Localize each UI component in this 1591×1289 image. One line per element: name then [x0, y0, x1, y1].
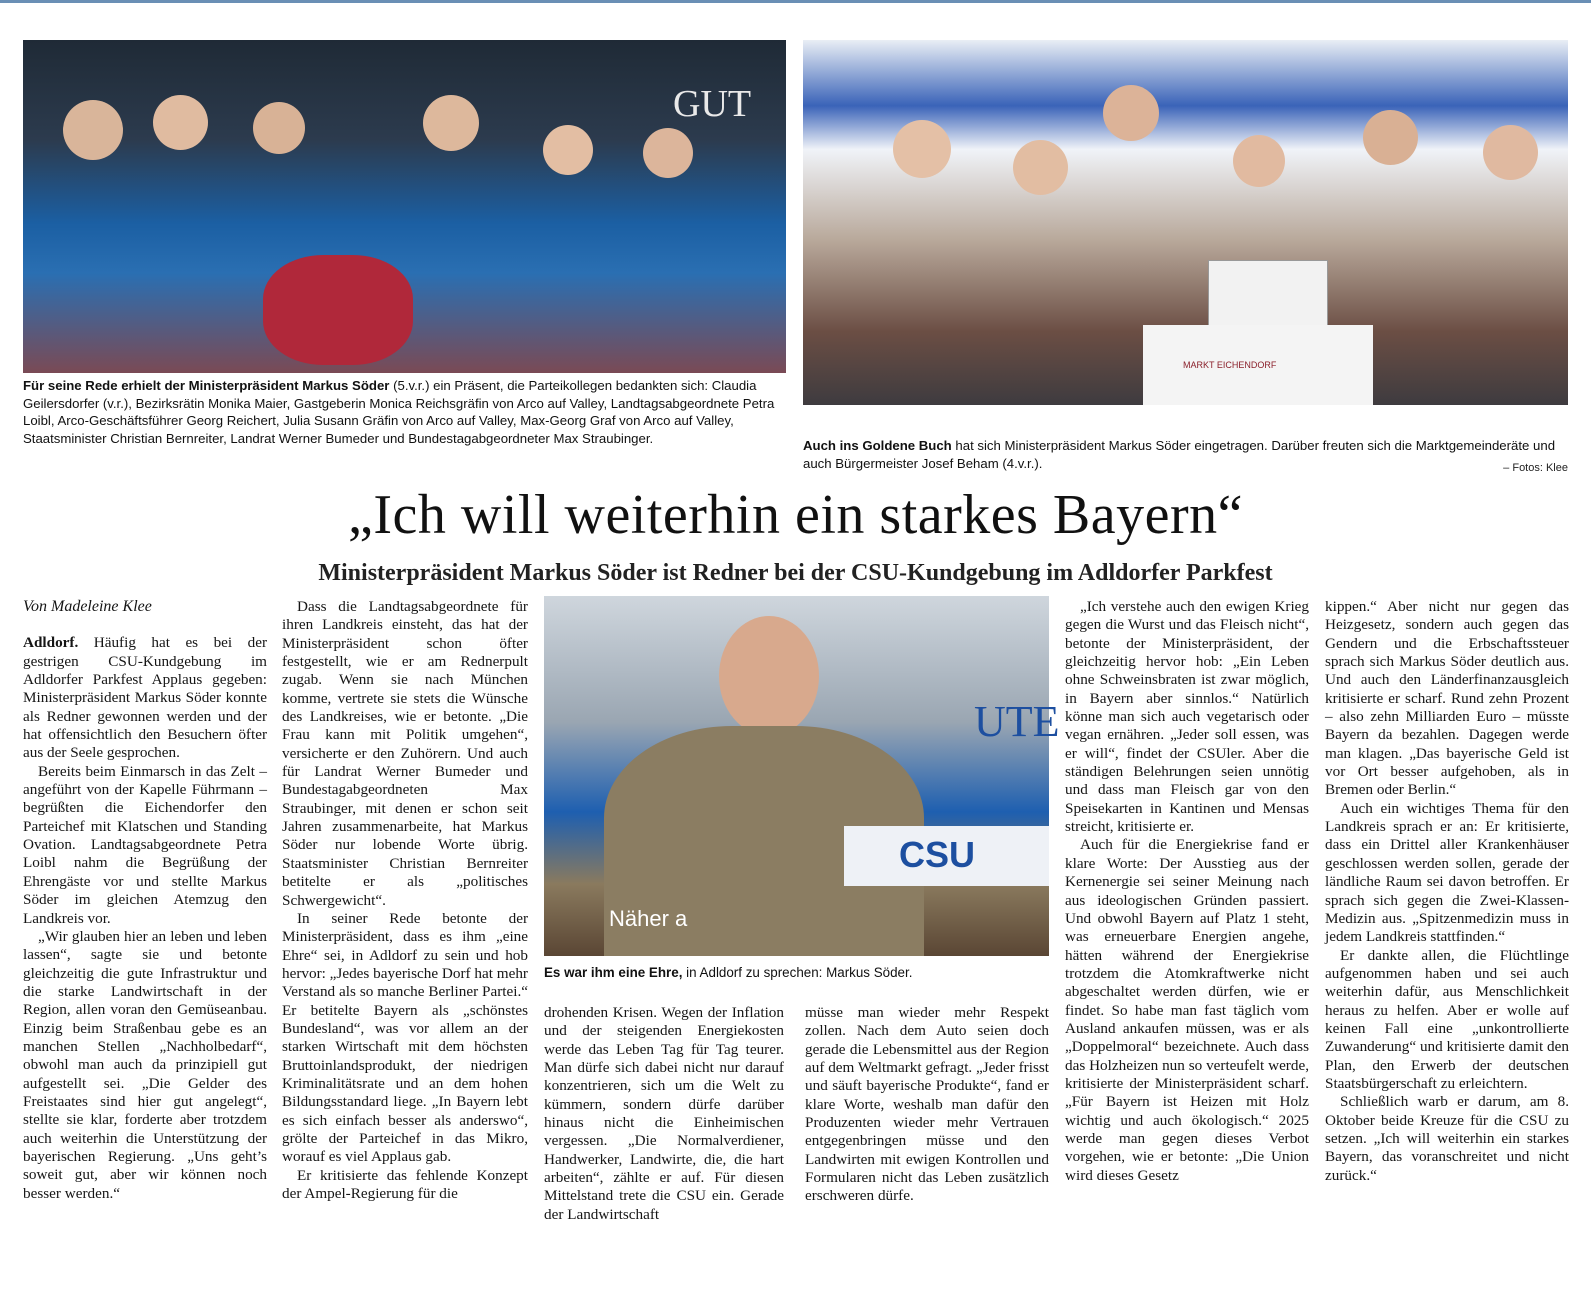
person-face-shape — [1363, 110, 1418, 165]
article-column-2 — [282, 598, 528, 1203]
speaker-face-shape — [719, 616, 819, 736]
banner-text: Näher a — [609, 906, 688, 931]
dateline: Adldorf. — [23, 634, 79, 652]
caption-2-text: hat sich Ministerpräsident Markus Söder eingetragen. Darüber freuten sich die Marktgemeinderäte und auch Bürgermeister Josef Beham (4.v.r.). — [803, 438, 1556, 471]
podium-csu-text: CSU — [899, 834, 976, 875]
caption-1-bold: Für seine Rede erhielt der Ministerpräsident Markus Söder — [23, 378, 390, 393]
stage-banner-text: GUT — [673, 83, 752, 125]
paragraph: müsse man wieder mehr Respekt zollen. Nach dem Auto seien doch gerade die Lebensmittel aus der Region auf dem Weltmarkt gefragt. „Jeder frisst und säuft bayerische Produkte“, fand er klare Worte, weshalb man dafür den Produzenten wieder mehr Vertrauen entgegenbringen müsse und den Landwirten mit ewigen Kontrollen und Formularen nicht das Leben zusätzlich erschweren dürfe. — [805, 1004, 1049, 1205]
flower-bouquet-shape — [263, 255, 413, 365]
person-face-shape — [893, 120, 951, 178]
paragraph: „Ich verstehe auch den ewigen Krieg gegen die Wurst und das Fleisch nicht“, betonte der Ministerpräsident, der gleichzeitig hervor hob: „Ein Leben ohne Schweinsbraten ist zwar möglich, in Bayern aber sinnlos.“ Natürlich könne man sich auch vegetarisch oder vegan ernähren. „Jeder soll essen, was er will“, findet der CSUler. Aber die ständigen Belehrungen seien unnötig und dass man Fleisch gar von den Speisekarten in Kantinen und Mensas streicht, kritisierte er. — [1065, 598, 1309, 836]
person-face-shape — [423, 95, 479, 151]
caption-2-bold: Auch ins Goldene Buch — [803, 438, 952, 453]
person-face-shape — [253, 102, 305, 154]
photo-soeder-podium — [544, 596, 1060, 956]
caption-3-bold: Es war ihm eine Ehre, — [544, 965, 683, 980]
caption-photo-1 — [23, 377, 786, 447]
subtitle: Ministerpräsident Markus Söder ist Redner bei der CSU-Kundgebung im Adldorfer Parkfest — [318, 560, 1273, 586]
stage-banner-text: UTE — [974, 697, 1060, 746]
paragraph: In seiner Rede betonte der Ministerpräsident, dass es ihm „eine Ehre“ sei, in Adldorf zu sein und hob hervor: „Jedes bayerische Dorf hat mehr Verstand als so manche Berliner Partei.“ Er betitelte Bayern als „schönstes Bundesland“, was vor allem an der starken Wirtschaft mit dem höchsten Bruttoinlandsprodukt, der niedrigen Kriminalitätsrate und an dem hohen Bildungsstandard liege. „In Bayern lebt es sich einfach besser als anderswo“, grölte der Parteichef in das Mikro, worauf es viel Applaus gab. — [282, 909, 528, 1166]
photo-golden-book — [803, 40, 1568, 405]
paragraph-text: Häufig hat es bei der gestrigen CSU-Kundgebung im Adldorfer Parkfest Applaus gegeben: Ministerpräsident Markus Söder konnte als Redner gewonnen werden und der hat offensichtlich den Besuchern öfter aus der Seele gesprochen. — [23, 634, 267, 762]
photo-credit: – Fotos: Klee — [1503, 462, 1568, 474]
person-face-shape — [1483, 125, 1538, 180]
article-column-5 — [1065, 598, 1309, 1185]
paragraph: Er dankte allen, die Flüchtlinge aufgenommen haben und sei auch weiterhin dafür, aus Menschlichkeit heraus zu helfen. Aber er wolle auf keinen Fall eine „unkontrollierte Zuwanderung“ und kritisierte damit den Plan, den Erwerb der deutschen Staatsbürgerschaft zu erleichtern. — [1325, 946, 1569, 1092]
golden-book-shape — [1208, 260, 1328, 330]
paragraph: Bereits beim Einmarsch in das Zelt – angeführt von der Kapelle Führmann – begrüßten die Eichendorfer den Parteichef mit Klatschen und Standing Ovation. Landtagsabgeordnete Petra Loibl nahm die Begrüßung der Ehrengäste vor und stellte Markus Söder im gleichen Atemzug den Landkreis vor. — [23, 762, 267, 927]
photo-group-stage — [23, 40, 786, 373]
table-cloth-text: MARKT EICHENDORF — [1183, 360, 1277, 370]
caption-photo-3 — [544, 964, 1049, 982]
article-column-6 — [1325, 598, 1569, 1185]
paragraph: Dass die Landtagsabgeordnete für ihren Landkreis einsteht, das hat der Ministerpräsident schon öfter festgestellt, wie er am Rednerpult zugab. Wenn sie nach München komme, vertrete sie stets die Wünsche des Landkreises, wie er betonte. „Die Frau kann mit Politik umgehen“, versicherte er den Zuhörern. Und auch für Landrat Werner Bumeder und Bundestagabgeordneten Max Straubinger, mit denen er schon seit Jahren zusammenarbeite, hat Markus Söder nur lobende Worte übrig. Staatsminister Christian Bernreiter betitelte er als „politisches Schwergewicht“. — [282, 598, 528, 909]
paragraph: Er kritisierte das fehlende Konzept der Ampel-Regierung für die — [282, 1166, 528, 1202]
person-face-shape — [1233, 135, 1285, 187]
paragraph — [23, 634, 267, 762]
caption-photo-2 — [803, 437, 1568, 472]
caption-3-text: in Adldorf zu sprechen: Markus Söder. — [682, 965, 913, 980]
person-face-shape — [1013, 140, 1068, 195]
paragraph: drohenden Krisen. Wegen der Inflation und der steigenden Energiekosten werde das Leben Tag für Tag teurer. Man dürfe sich dabei nicht nur darauf konzentrieren, sich um die Welt zu kümmern, sondern dürfe darüber hinaus nicht die Einheimischen vergessen. „Die Normalverdiener, Handwerker, Landwirte, die, die hart arbeiten“, zählte er auf. Für diesen Mittelstand trete die CSU ein. Gerade der Landwirtschaft — [544, 1004, 784, 1223]
paragraph: „Wir glauben hier an leben und leben lassen“, sagte sie und betonte gleichzeitig die gute Infrastruktur und die starke Landwirtschaft in der Region, allen voran den Gemüseanbau. Einzig beim Straßenbau gebe es an manchen Stellen „Nachholbedarf“, obwohl man auch da prinzipiell gut aufgestellt sei. „Die Gelder des Freistaates sind hier gut angelegt“, stellte sie klar, forderte aber trotzdem auch weiterhin die Unterstützung der bayerischen Regierung. „Uns geht’s soweit gut, aber wir können noch besser werden.“ — [23, 927, 267, 1202]
caption-1-text: (5.v.r.) ein Präsent, die Parteikollegen bedankten sich: Claudia Geilersdorfer (v.r.), Bezirksrätin Monika Maier, Gastgeberin Monica Reichsgräfin von Arco auf Valley, Landtagsabgeordnete Petra Loibl, Arco-Geschäftsführer Georg Reichert, Julia Susann Gräfin von Arco auf Valley, Max-Georg Graf von Arco auf Valley, Staatsminister Christian Bernreiter, Landrat Werner Bumeder und Bundestagabgeordneter Max Straubinger. — [23, 378, 775, 446]
headline: „Ich will weiterhin ein starkes Bayern“ — [348, 484, 1243, 546]
paragraph: Schließlich warb er darum, am 8. Oktober beide Kreuze für die CSU zu setzen. „Ich will weiterhin ein starkes Bayern, das voranschreitet und nicht zurück.“ — [1325, 1093, 1569, 1184]
top-rule — [0, 0, 1591, 3]
paragraph: kippen.“ Aber nicht nur gegen das Heizgesetz, sondern auch gegen das Gendern und die Erbschaftssteuer sprach sich Markus Söder deutlich aus. Und auch den Länderfinanzausgleich kritisierte er scharf. Rund zehn Prozent – also zehn Milliarden Euro – müsste Bayern da bezahlen. Dagegen werde man klagen. „Das bayerische Geld ist vor Ort besser aufgehoben, als in Bremen oder Berlin.“ — [1325, 598, 1569, 799]
person-face-shape — [1103, 85, 1159, 141]
article-column-3 — [544, 1004, 784, 1224]
person-face-shape — [643, 128, 693, 178]
article-column-4 — [805, 1004, 1049, 1206]
byline: Von Madeleine Klee — [23, 598, 152, 615]
person-face-shape — [153, 95, 208, 150]
paragraph: Auch für die Energiekrise fand er klare Worte: Der Ausstieg aus der Kernenergie sei seiner Meinung nach aus ideologischen Gründen passiert. Und obwohl Bayern auf Platz 1 steht, was erneuerbare Energien angehe, hätten während der Energiekrise trotzdem die Atomkraftwerke nicht abgeschaltet werden dürfen, wie er findet. So habe man fast täglich vom Ausland ankaufen müssen, was er als „Doppelmoral“ bezeichnete. Auch dass das Holzheizen nun so verteufelt werde, kritisierte der Ministerpräsident scharf. „Für Bayern ist Heizen mit Holz wichtig und auch ökologisch.“ 2025 werde man gegen dieses Verbot vorgehen, wie er betonte: „Die Union wird dieses Gesetz — [1065, 836, 1309, 1184]
person-face-shape — [543, 125, 593, 175]
article-column-1 — [23, 598, 267, 1203]
person-face-shape — [63, 100, 123, 160]
paragraph: Auch ein wichtiges Thema für den Landkreis sprach er an: Er kritisierte, dass ein Drittel aller Krankenhäuser geschlossen werden sollen, gerade der ländliche Raum sei davon betroffen. Er sprach sich gegen die Zwei-Klassen-Medizin aus. „Spitzenmedizin muss in jedem Landkreis stattfinden.“ — [1325, 799, 1569, 946]
